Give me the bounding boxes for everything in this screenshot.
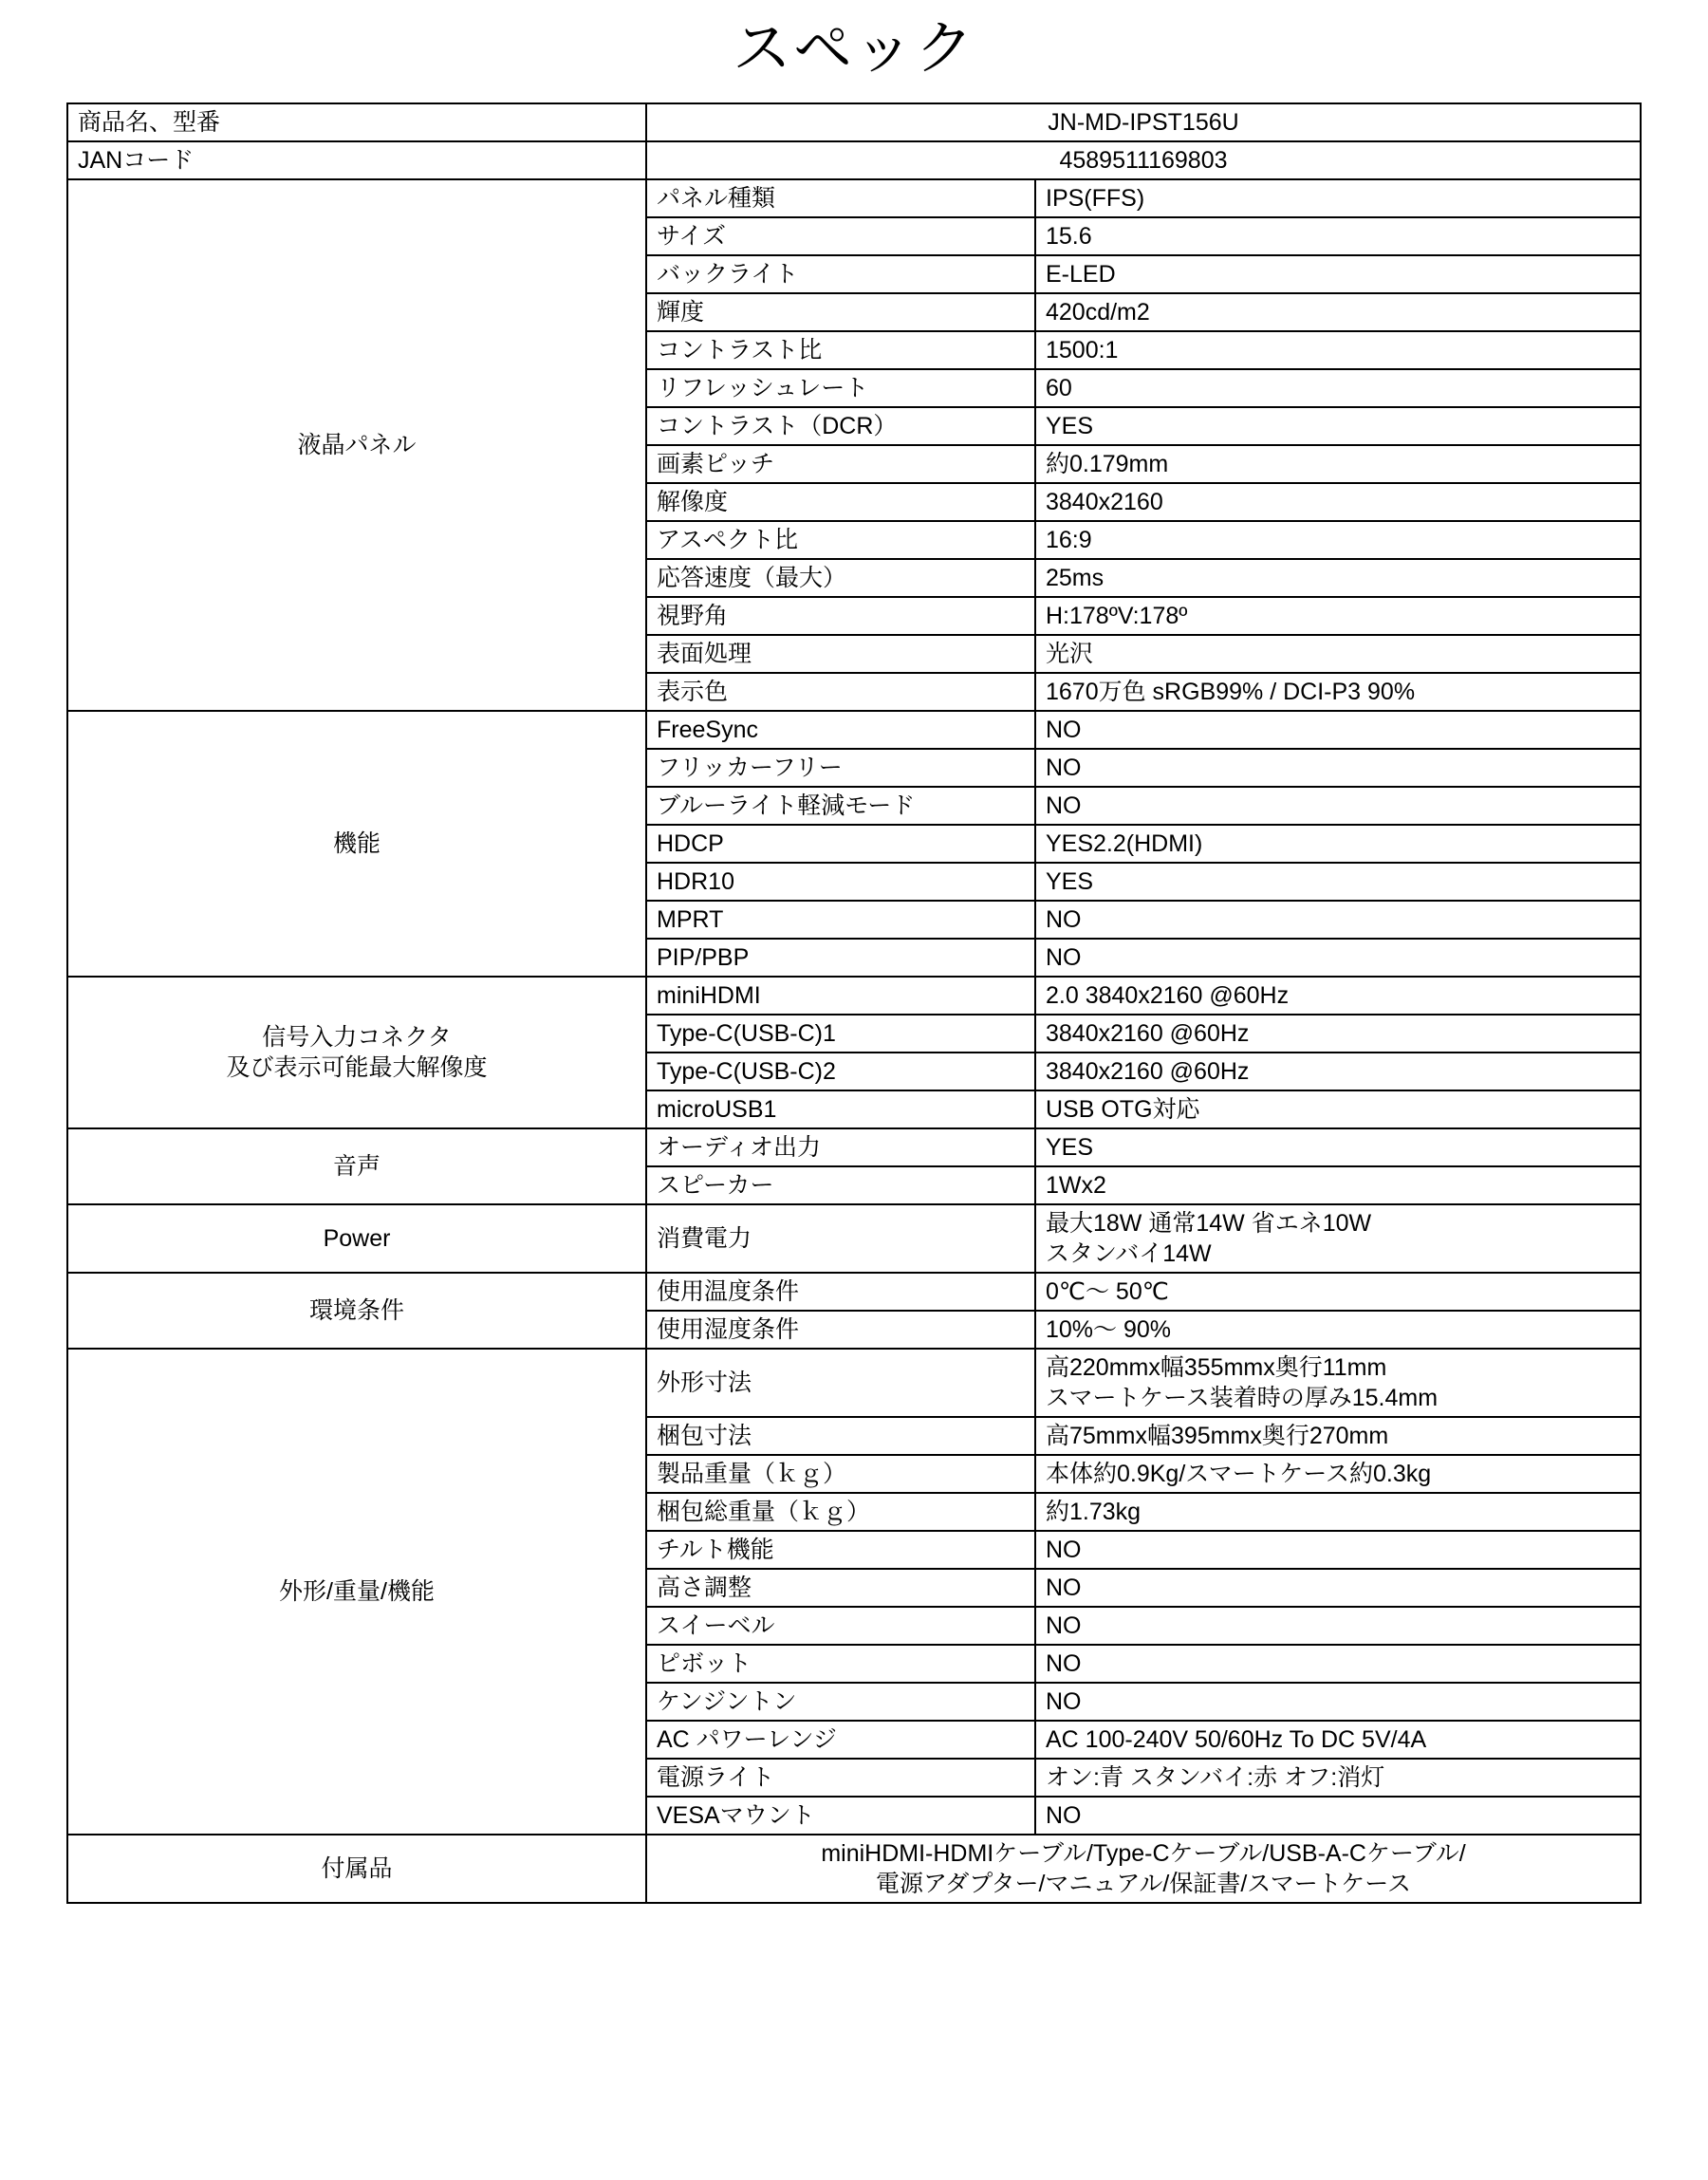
sub-label: フリッカーフリー xyxy=(646,749,1035,787)
sub-value: NO xyxy=(1035,1683,1641,1721)
category-environment: 環境条件 xyxy=(67,1273,646,1349)
sub-label: スイーベル xyxy=(646,1607,1035,1645)
power-consumption-line1: 最大18W 通常14W 省エネ10W xyxy=(1046,1210,1372,1238)
sub-value: NO xyxy=(1035,1569,1641,1607)
sub-value: NO xyxy=(1035,1797,1641,1835)
category-power: Power xyxy=(67,1204,646,1273)
sub-value: 10%～ 90% xyxy=(1035,1311,1641,1349)
accessories-line2: 電源アダプター/マニュアル/保証書/スマートケース xyxy=(875,1871,1412,1898)
sub-label: バックライト xyxy=(646,255,1035,293)
category-features: 機能 xyxy=(67,711,646,977)
sub-label: microUSB1 xyxy=(646,1090,1035,1128)
sub-label: パネル種類 xyxy=(646,179,1035,217)
category-accessories: 付属品 xyxy=(67,1835,646,1903)
sub-label: スピーカー xyxy=(646,1166,1035,1204)
sub-value: USB OTG対応 xyxy=(1035,1090,1641,1128)
sub-value: 420cd/m2 xyxy=(1035,293,1641,331)
sub-label: アスペクト比 xyxy=(646,521,1035,559)
sub-label: ケンジントン xyxy=(646,1683,1035,1721)
sub-value: 高75mmx幅395mmx奥行270mm xyxy=(1035,1417,1641,1455)
sub-label: 消費電力 xyxy=(646,1204,1035,1273)
sub-label: HDCP xyxy=(646,825,1035,863)
sub-label: 高さ調整 xyxy=(646,1569,1035,1607)
sub-label: ブルーライト軽減モード xyxy=(646,787,1035,825)
sub-value: NO xyxy=(1035,939,1641,977)
sub-value: YES2.2(HDMI) xyxy=(1035,825,1641,863)
sub-label: 使用温度条件 xyxy=(646,1273,1035,1311)
table-row xyxy=(67,141,1641,179)
sub-value: 3840x2160 @60Hz xyxy=(1035,1015,1641,1053)
sub-value: 3840x2160 xyxy=(1035,483,1641,521)
sub-value: 60 xyxy=(1035,369,1641,407)
sub-label: 梱包総重量（ｋｇ） xyxy=(646,1493,1035,1531)
table-row xyxy=(67,1273,1641,1311)
sub-value: E-LED xyxy=(1035,255,1641,293)
category-signal-input-line2: 及び表示可能最大解像度 xyxy=(226,1054,488,1082)
sub-label: 使用湿度条件 xyxy=(646,1311,1035,1349)
table-row xyxy=(67,1349,1641,1417)
sub-value: NO xyxy=(1035,1645,1641,1683)
sub-value: 25ms xyxy=(1035,559,1641,597)
sub-label: コントラスト比 xyxy=(646,331,1035,369)
sub-value: IPS(FFS) xyxy=(1035,179,1641,217)
sub-label: 製品重量（ｋｇ） xyxy=(646,1455,1035,1493)
sub-label: 輝度 xyxy=(646,293,1035,331)
sub-value: 1500:1 xyxy=(1035,331,1641,369)
sub-label: FreeSync xyxy=(646,711,1035,749)
sub-label: 電源ライト xyxy=(646,1759,1035,1797)
sub-label: コントラスト（DCR） xyxy=(646,407,1035,445)
sub-label: 画素ピッチ xyxy=(646,445,1035,483)
row-label-product-name: 商品名、型番 xyxy=(67,103,646,141)
sub-value: 0℃～ 50℃ xyxy=(1035,1273,1641,1311)
page-title: スペック xyxy=(732,16,975,82)
category-dimensions-weight: 外形/重量/機能 xyxy=(67,1349,646,1835)
spec-table xyxy=(66,102,1642,1904)
sub-value: 1670万色 sRGB99% / DCI-P3 90% xyxy=(1035,673,1641,711)
table-row xyxy=(67,977,1641,1015)
sub-value xyxy=(1035,1349,1641,1417)
category-lcd-panel: 液晶パネル xyxy=(67,179,646,711)
outer-dimension-line1: 高220mmx幅355mmx奥行11mm xyxy=(1046,1354,1387,1382)
sub-value: 本体約0.9Kg/スマートケース約0.3kg xyxy=(1035,1455,1641,1493)
sub-value: 2.0 3840x2160 @60Hz xyxy=(1035,977,1641,1015)
sub-value xyxy=(1035,1204,1641,1273)
table-row xyxy=(67,1835,1641,1903)
sub-value: 3840x2160 @60Hz xyxy=(1035,1053,1641,1090)
sub-label: miniHDMI xyxy=(646,977,1035,1015)
sub-value: NO xyxy=(1035,901,1641,939)
table-row xyxy=(67,711,1641,749)
sub-label: 解像度 xyxy=(646,483,1035,521)
sub-label: HDR10 xyxy=(646,863,1035,901)
sub-label: 外形寸法 xyxy=(646,1349,1035,1417)
sub-value: NO xyxy=(1035,749,1641,787)
row-value-product-name: JN-MD-IPST156U xyxy=(646,103,1641,141)
sub-label: VESAマウント xyxy=(646,1797,1035,1835)
sub-label: Type-C(USB-C)2 xyxy=(646,1053,1035,1090)
sub-value: NO xyxy=(1035,1531,1641,1569)
spec-sheet-page xyxy=(0,17,1708,2180)
sub-value: 光沢 xyxy=(1035,635,1641,673)
sub-value: 約0.179mm xyxy=(1035,445,1641,483)
sub-value: 約1.73kg xyxy=(1035,1493,1641,1531)
sub-value: YES xyxy=(1035,863,1641,901)
row-label-jan-code: JANコード xyxy=(67,141,646,179)
sub-label: AC パワーレンジ xyxy=(646,1721,1035,1759)
sub-label: 表面処理 xyxy=(646,635,1035,673)
sub-value: H:178ºV:178º xyxy=(1035,597,1641,635)
sub-label: サイズ xyxy=(646,217,1035,255)
category-signal-input xyxy=(67,977,646,1128)
power-consumption-line2: スタンバイ14W xyxy=(1046,1240,1212,1268)
sub-label: MPRT xyxy=(646,901,1035,939)
sub-label: 表示色 xyxy=(646,673,1035,711)
sub-value: 16:9 xyxy=(1035,521,1641,559)
sub-value: YES xyxy=(1035,407,1641,445)
accessories-value xyxy=(646,1835,1641,1903)
sub-value: 1Wx2 xyxy=(1035,1166,1641,1204)
sub-value: 15.6 xyxy=(1035,217,1641,255)
sub-label: 応答速度（最大） xyxy=(646,559,1035,597)
category-signal-input-line1: 信号入力コネクタ xyxy=(262,1024,452,1052)
sub-label: 梱包寸法 xyxy=(646,1417,1035,1455)
category-audio: 音声 xyxy=(67,1128,646,1204)
sub-value: オン:青 スタンバイ:赤 オフ:消灯 xyxy=(1035,1759,1641,1797)
sub-value: YES xyxy=(1035,1128,1641,1166)
table-row xyxy=(67,1128,1641,1166)
table-row xyxy=(67,103,1641,141)
sub-label: オーディオ出力 xyxy=(646,1128,1035,1166)
outer-dimension-line2: スマートケース装着時の厚み15.4mm xyxy=(1046,1385,1439,1412)
sub-value: NO xyxy=(1035,1607,1641,1645)
sub-label: Type-C(USB-C)1 xyxy=(646,1015,1035,1053)
table-row xyxy=(67,179,1641,217)
row-value-jan-code: 4589511169803 xyxy=(646,141,1641,179)
sub-value: NO xyxy=(1035,787,1641,825)
sub-label: リフレッシュレート xyxy=(646,369,1035,407)
sub-label: PIP/PBP xyxy=(646,939,1035,977)
sub-label: 視野角 xyxy=(646,597,1035,635)
sub-label: チルト機能 xyxy=(646,1531,1035,1569)
sub-value: AC 100-240V 50/60Hz To DC 5V/4A xyxy=(1035,1721,1641,1759)
sub-value: NO xyxy=(1035,711,1641,749)
sub-label: ピボット xyxy=(646,1645,1035,1683)
table-row xyxy=(67,1204,1641,1273)
accessories-line1: miniHDMI-HDMIケーブル/Type-Cケーブル/USB-A-Cケーブル/ xyxy=(821,1840,1466,1868)
